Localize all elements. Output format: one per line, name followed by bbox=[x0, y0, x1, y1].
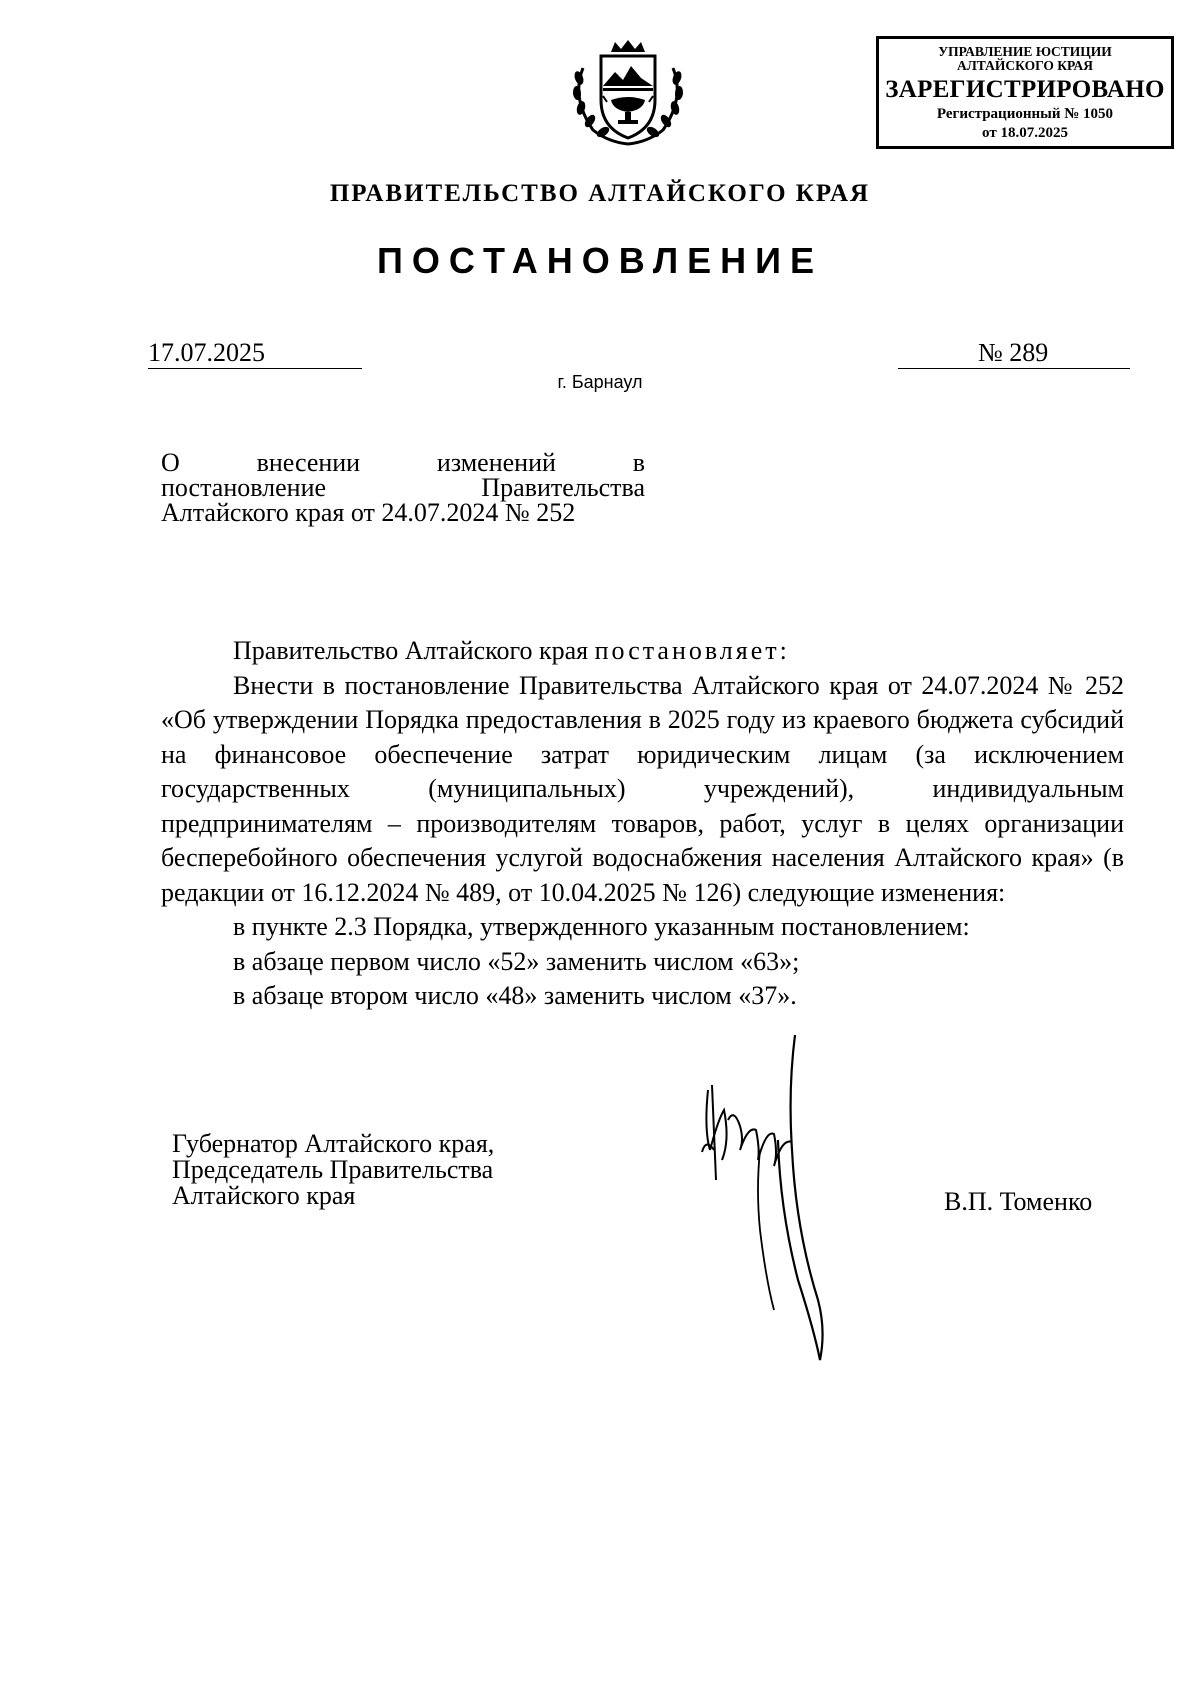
item-paragraph-2: в абзаце первом число «52» заменить числом «63»; bbox=[233, 946, 800, 976]
document-subject bbox=[161, 450, 645, 525]
registration-stamp bbox=[876, 36, 1174, 149]
item-paragraph-3: в абзаце втором число «48» заменить числом «37». bbox=[233, 981, 797, 1010]
stamp-reg-number: Регистрационный № 1050 bbox=[936, 106, 1114, 122]
signatory-name: В.П. Томенко bbox=[944, 1187, 1093, 1216]
intro-prefix: Правительство Алтайского края bbox=[233, 636, 589, 665]
stamp-line-2: АЛТАЙСКОГО КРАЯ bbox=[956, 58, 1094, 73]
document-type-heading: ПОСТАНОВЛЕНИЕ bbox=[377, 240, 823, 281]
position-line-2: Председатель Правительства bbox=[172, 1155, 494, 1184]
intro-verb: постановляет: bbox=[594, 636, 790, 665]
main-paragraph: Внести в постановление Правительства Алтайского края от 24.07.2024 № 252 «Об утверждении Порядка предоставления в 2025 году из краевого бюджета субсидий на финансовое обеспечение затрат юридическим лицам (за исключением государственных (муниципальных) учреждений), индивидуальным предпринимателям – производителям товаров, работ, услуг в целях организации бесперебойного обеспечения услугой водоснабжения населения Алтайского края» (в редакции от 16.12.2024 № 489, от 10.04.2025 № 126) следующие изменения: bbox=[161, 670, 1124, 907]
position-line-3: Алтайского края bbox=[172, 1181, 356, 1210]
document-body bbox=[161, 634, 1124, 1014]
document-number-field bbox=[898, 338, 1130, 369]
subject-line-2: постановление Правительства bbox=[161, 473, 645, 502]
stamp-reg-date: от 18.07.2025 bbox=[982, 125, 1068, 141]
subject-line-3: Алтайского края от 24.07.2024 № 252 bbox=[161, 498, 576, 527]
item-paragraph-1: в пункте 2.3 Порядка, утвержденного указанным постановлением: bbox=[233, 912, 970, 941]
subject-line-1: О внесении изменений в bbox=[161, 448, 645, 477]
organization-title: ПРАВИТЕЛЬСТВО АЛТАЙСКОГО КРАЯ bbox=[329, 180, 871, 207]
document-number: № 289 bbox=[978, 338, 1049, 367]
position-line-1: Губернатор Алтайского края, bbox=[172, 1129, 495, 1158]
signatory-position bbox=[172, 1131, 592, 1209]
document-date: 17.07.2025 bbox=[148, 338, 362, 369]
coat-of-arms-emblem bbox=[563, 38, 693, 150]
intro-paragraph bbox=[161, 634, 1124, 669]
city-label: г. Барнаул bbox=[557, 372, 643, 392]
handwritten-signature bbox=[700, 1030, 890, 1370]
stamp-status: ЗАРЕГИСТРИРОВАНО bbox=[885, 76, 1165, 103]
stamp-line-1: УПРАВЛЕНИЕ ЮСТИЦИИ bbox=[938, 44, 1112, 59]
